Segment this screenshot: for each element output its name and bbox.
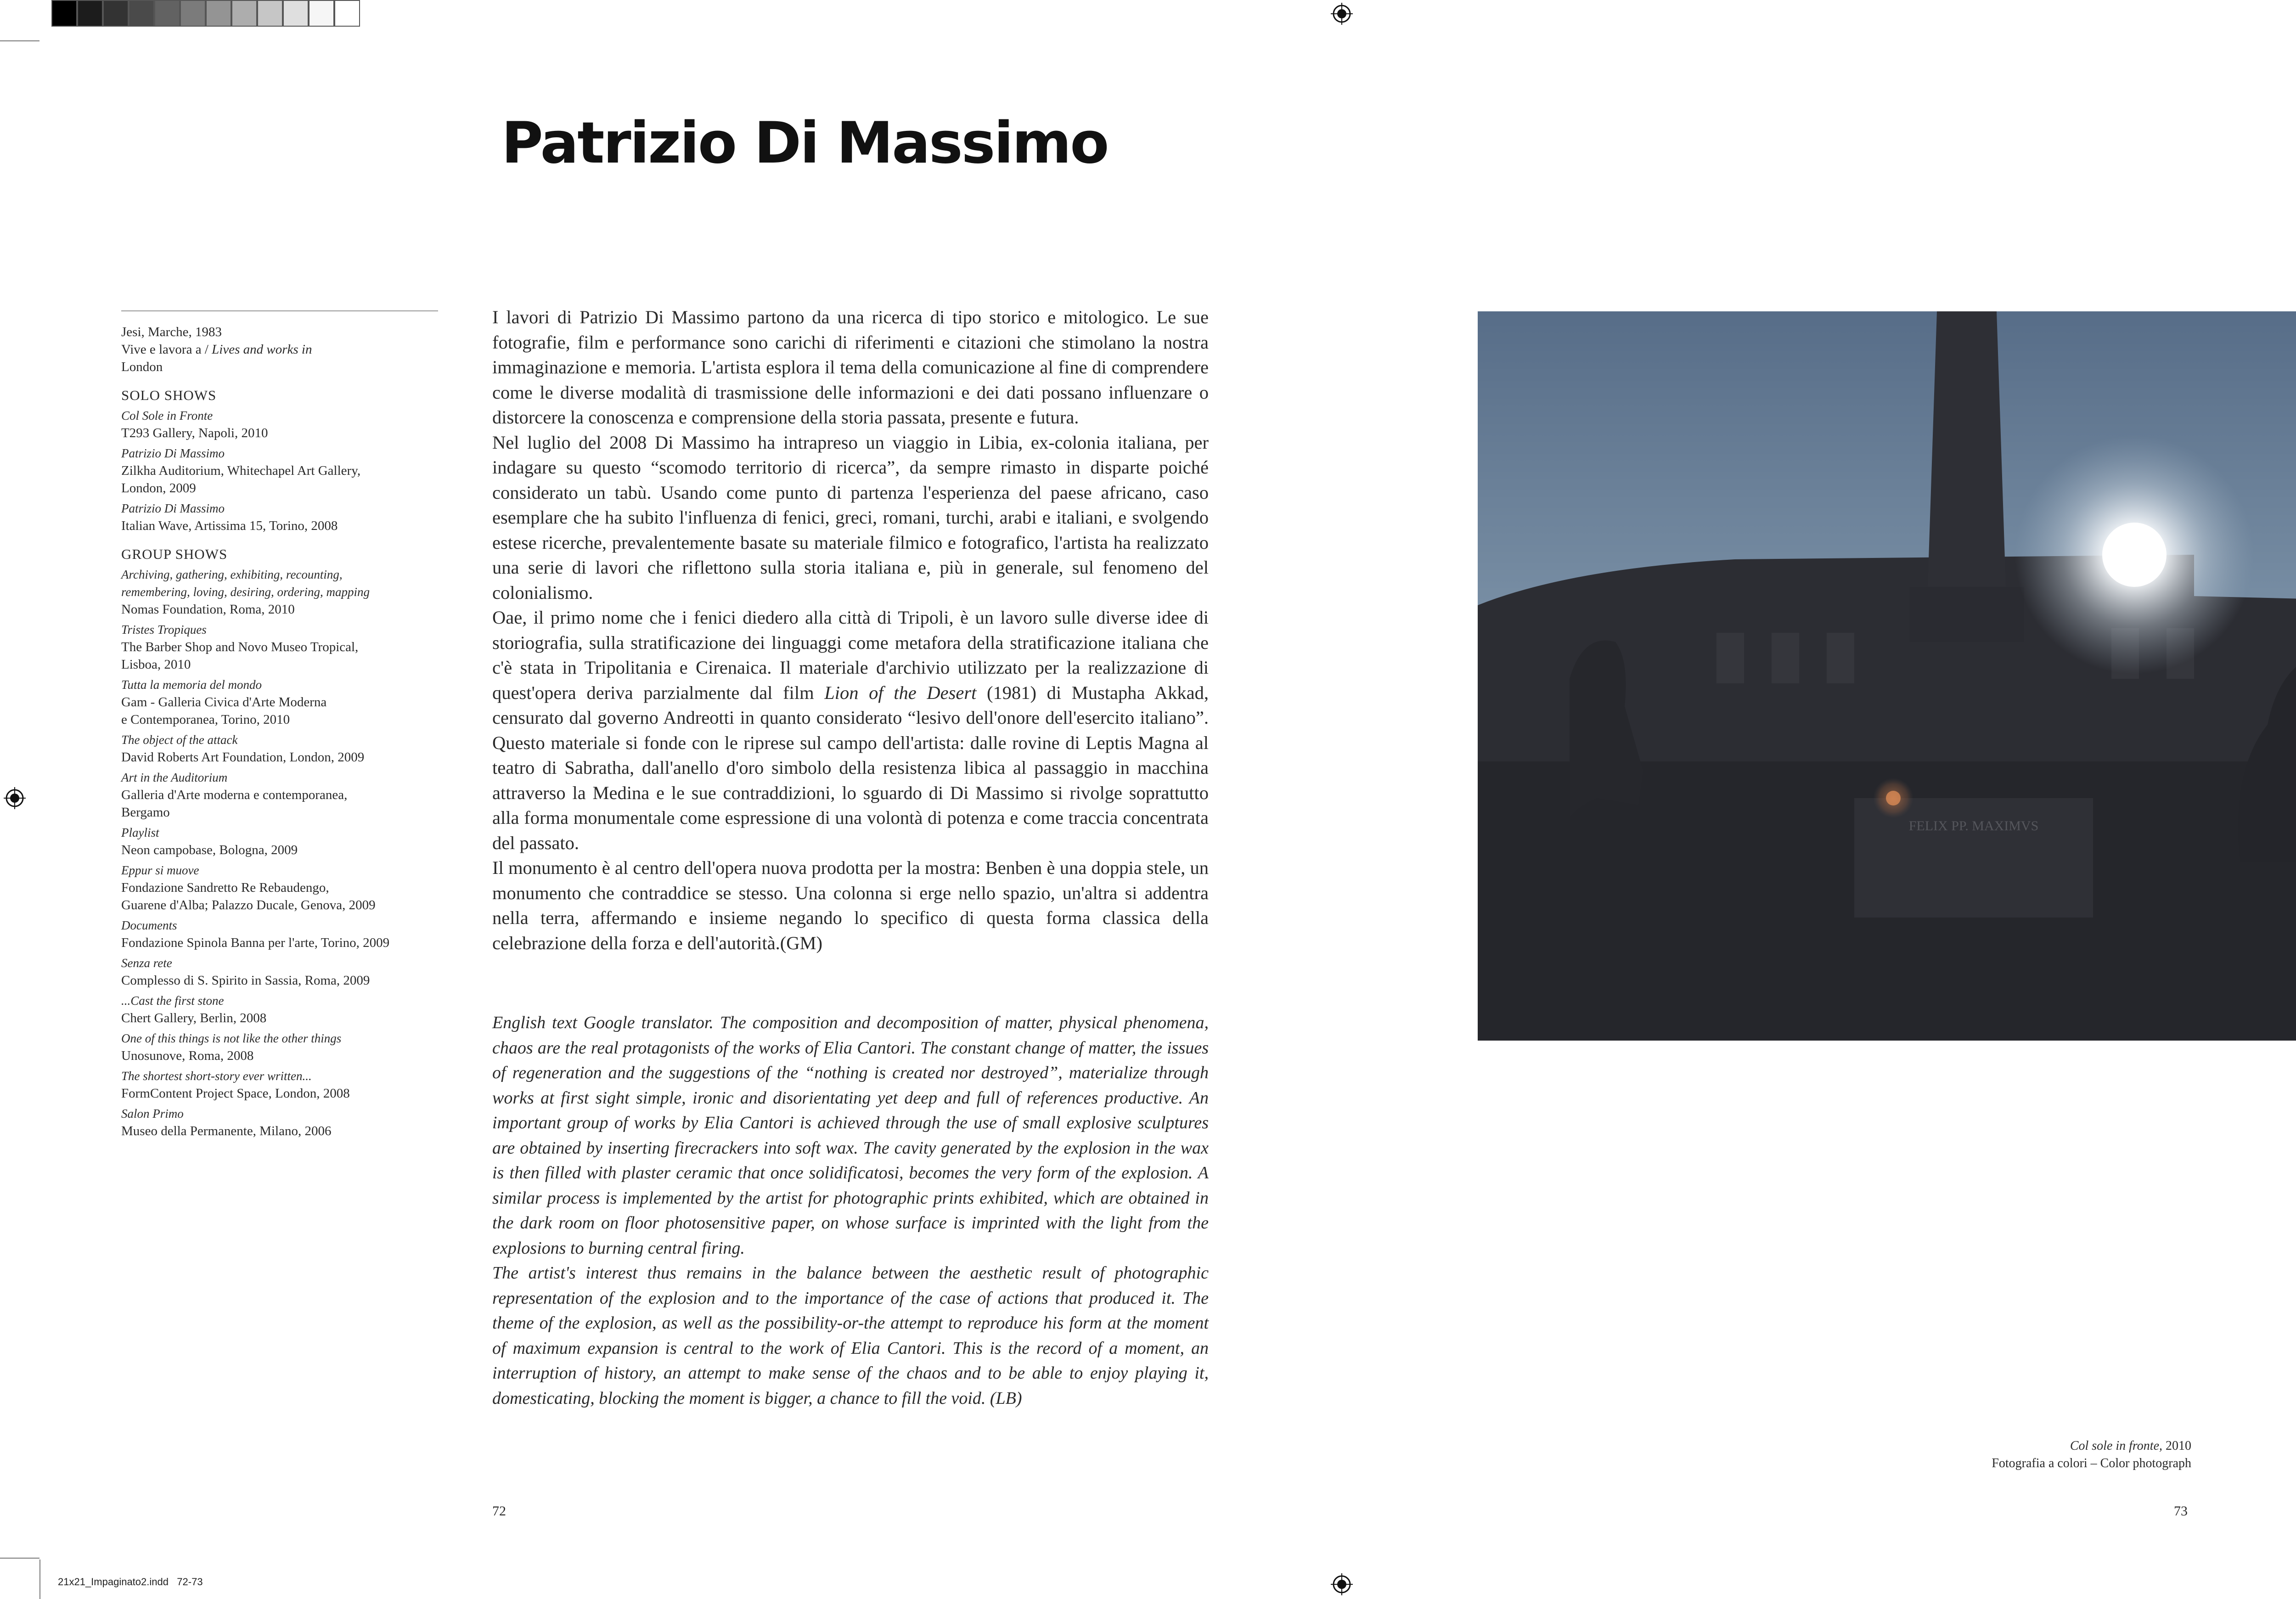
exhibition-entry: [121, 954, 438, 989]
exhibition-title: Col Sole in Fronte: [121, 409, 213, 422]
exhibition-title: Patrizio Di Massimo: [121, 446, 225, 460]
exhibition-title: Patrizio Di Massimo: [121, 501, 225, 515]
crop-mark: [0, 40, 39, 41]
exhibition-entry: [121, 992, 438, 1027]
exhibition-entry: [121, 917, 438, 952]
exhibition-title: ...Cast the first stone: [121, 994, 224, 1008]
calibration-swatch: [51, 0, 77, 27]
exhibition-title: Documents: [121, 918, 177, 932]
exhibition-venue: Fondazione Sandretto Re Rebaudengo, Guarene d'Alba; Palazzo Ducale, Genova, 2009: [121, 880, 376, 912]
paragraph: The artist's interest thus remains in the balance between the aesthetic result of photographic representation of the explosion and to the importance of the case of actions that produced it. The theme of the explosion, as well as the possibility-or-the attempt to reproduce his form at the moment of maximum expansion is central to the work of Elia Cantori. This is the record of a moment, an interruption of history, an attempt to make sense of the chaos and to be able to enjoy playing it, domesticating, blocking the moment is bigger, a chance to fill the void. (LB): [492, 1263, 1209, 1408]
exhibition-venue: Italian Wave, Artissima 15, Torino, 2008: [121, 518, 338, 533]
exhibition-venue: Chert Gallery, Berlin, 2008: [121, 1011, 267, 1025]
exhibition-title: Playlist: [121, 826, 159, 839]
calibration-swatch: [154, 0, 180, 27]
artwork-photograph: [1478, 311, 2296, 1041]
paragraph: I lavori di Patrizio Di Massimo partono da una ricerca di tipo storico e mitologico. Le sue fotografie, film e performance sono carichi di riferimenti e citazioni che stimolano la nostra immaginazione e memoria. L'artista esplora il tema della comunicazione al fine di comprendere come le diverse modalità di trasmissione delle informazioni e dei dati possano influenzare o distorcere la conoscenza e comprensione della storia passata, presente e futura.: [492, 307, 1209, 428]
exhibition-venue: Zilkha Auditorium, Whitechapel Art Gallery, London, 2009: [121, 463, 361, 495]
exhibition-venue: Complesso di S. Spirito in Sassia, Roma, 2009: [121, 973, 370, 988]
calibration-swatch: [283, 0, 309, 27]
exhibition-title: One of this things is not like the other things: [121, 1031, 342, 1045]
divider: [121, 310, 438, 311]
registration-mark-icon: [4, 787, 26, 809]
exhibition-title: Senza rete: [121, 956, 172, 970]
page-number-left: 72: [492, 1503, 506, 1519]
file-slug: 21x21_Impaginato2.indd 72-73: [58, 1576, 203, 1588]
calibration-swatch: [231, 0, 257, 27]
exhibition-entry: [121, 769, 438, 821]
exhibition-venue: Gam - Galleria Civica d'Arte Moderna e Contemporanea, Torino, 2010: [121, 695, 327, 727]
exhibition-title: Tutta la memoria del mondo: [121, 678, 262, 692]
page-title: Patrizio Di Massimo: [501, 110, 1108, 176]
photo-image: [1478, 311, 2296, 1041]
paragraph: Nel luglio del 2008 Di Massimo ha intrapreso un viaggio in Libia, ex-colonia italiana, per indagare su questo “scomodo territorio di ricerca”, da sempre rimasto in disparte poiché considerato un tabù. Usando come punto di partenza l'esperienza del paese africano, caso esemplare che ha subito l'influenza di fenici, greci, romani, turchi, arabi e italiani, e svolgendo estese ricerche, prevalentemente basate su materiale filmico e fotografico, l'artista ha realizzato una serie di lavori che riflettono sulla storia italiana e, più in generale, sul fenomeno del colonialismo.: [492, 432, 1209, 603]
exhibition-venue: FormContent Project Space, London, 2008: [121, 1086, 350, 1101]
exhibition-title: Tristes Tropiques: [121, 623, 207, 636]
crop-mark: [0, 1558, 39, 1559]
exhibition-entry: [121, 1067, 438, 1102]
calibration-swatch: [129, 0, 154, 27]
photo-inscription: FELIX PP. MAXIMVS: [1908, 818, 2039, 833]
exhibition-venue: Unosunove, Roma, 2008: [121, 1048, 254, 1063]
exhibition-title: Archiving, gathering, exhibiting, recounting, remembering, loving, desiring, ordering, mapping: [121, 568, 370, 599]
registration-mark-icon: [1331, 1573, 1353, 1595]
english-text: [492, 1010, 1209, 1411]
exhibition-entry: [121, 861, 438, 914]
exhibition-venue: The Barber Shop and Novo Museo Tropical, Lisboa, 2010: [121, 640, 359, 672]
exhibition-venue: Galleria d'Arte moderna e contemporanea, Bergamo: [121, 788, 348, 820]
exhibition-entry: [121, 407, 438, 442]
photo-caption: [1992, 1437, 2191, 1472]
calibration-swatch: [334, 0, 360, 27]
exhibition-venue: Neon campobase, Bologna, 2009: [121, 843, 298, 857]
exhibition-venue: David Roberts Art Foundation, London, 2009: [121, 750, 365, 765]
exhibition-title: Art in the Auditorium: [121, 771, 228, 784]
exhibition-entry: [121, 1030, 438, 1064]
exhibition-title: The object of the attack: [121, 733, 238, 747]
birth-info: Jesi, Marche, 1983: [121, 325, 222, 339]
calibration-swatch: [257, 0, 283, 27]
exhibition-venue: Nomas Foundation, Roma, 2010: [121, 602, 295, 617]
exhibition-entry: [121, 500, 438, 535]
page-number-right: 73: [2174, 1503, 2188, 1519]
paragraph: English text Google translator. The composition and decomposition of matter, physical phenomena, chaos are the real protagonists of the works of Elia Cantori. The constant change of matter, the issues of regeneration and the suggestions of the “nothing is created nor destroyed”, materialize through works at first sight simple, ironic and disorientating yet deep and full of references productive. An important group of works by Elia Cantori is achieved through the use of small explosive sculptures are obtained by inserting firecrackers into soft wax. The cavity generated by the explosion in the wax is then filled with plaster ceramic that once solidificatosi, becomes the very form of the explosion. A similar process is implemented by the artist for photographic prints exhibited, which are obtained in the dark room on floor photosensitive paper, on whose surface is imprinted with the light from the explosions to burning central firing.: [492, 1013, 1209, 1258]
calibration-swatch: [309, 0, 334, 27]
caption-year: 2010: [2162, 1439, 2191, 1453]
paragraph: Oae, il primo nome che i fenici diedero alla città di Tripoli, è un lavoro sulle diverse idee di storiografia, sulla stratificazione dei linguaggi come metafora della stratificazione italiana che c'è stata in Tripolitania e Cirenaica. Il materiale d'archivio utilizzato per la realizzazione di quest'opera deriva parzialmente dal film Lion of the Desert (1981) di Mustapha Akkad, censurato dal governo Andreotti in quanto considerato “lesivo dell'onore dell'esercito italiano”. Questo materiale si fonde con le riprese sul campo dell'artista: dalle rovine di Leptis Magna al teatro di Sabratha, dall'anello d'oro simbolo della resistenza libica al passaggio in macchina attraverso la Medina e le sue contraddizioni, lo sguardo di Di Massimo si rivolge soprattutto alla forma monumentale come espressione di una volontà di potenza e come traccia concentrata del passato.: [492, 607, 1209, 853]
exhibition-title: Salon Primo: [121, 1107, 184, 1120]
exhibition-entry: [121, 566, 438, 618]
exhibition-venue: Fondazione Spinola Banna per l'arte, Torino, 2009: [121, 935, 390, 950]
exhibition-entry: [121, 445, 438, 497]
exhibition-entry: [121, 1105, 438, 1140]
gray-calibration-bar: [51, 0, 360, 28]
exhibition-entry: [121, 676, 438, 728]
calibration-swatch: [206, 0, 231, 27]
film-title: Lion of the Desert: [824, 682, 977, 703]
exhibition-entry: [121, 824, 438, 859]
exhibition-venue: Museo della Permanente, Milano, 2006: [121, 1124, 332, 1138]
group-shows-list: [121, 566, 438, 1140]
paragraph: Il monumento è al centro dell'opera nuova prodotta per la mostra: Benben è una doppia stele, un monumento che contraddice se stesso. Una colonna si erge nello spazio, un'altra si addentra nella terra, affermando e insieme negando lo specifico di questa forma classica della celebrazione della forza e dell'autorità.(GM): [492, 857, 1209, 953]
caption-medium: Fotografia a colori – Color photograph: [1992, 1456, 2191, 1470]
caption-title: Col sole in fronte,: [2070, 1439, 2162, 1453]
solo-shows-list: [121, 407, 438, 535]
registration-mark-icon: [1331, 3, 1353, 25]
calibration-swatch: [77, 0, 103, 27]
exhibition-title: The shortest short-story ever written...: [121, 1069, 312, 1083]
calibration-swatch: [180, 0, 206, 27]
exhibition-title: Eppur si muove: [121, 863, 199, 877]
residence-info: Vive e lavora a / Lives and works in: [121, 342, 312, 357]
exhibition-entry: [121, 621, 438, 673]
calibration-swatch: [103, 0, 129, 27]
artist-info-column: [121, 310, 438, 1143]
group-shows-heading: GROUP SHOWS: [121, 546, 228, 562]
exhibition-venue: T293 Gallery, Napoli, 2010: [121, 426, 268, 440]
exhibition-entry: [121, 731, 438, 766]
residence-city: London: [121, 360, 163, 374]
italian-text: [492, 305, 1209, 956]
crop-mark: [39, 1560, 40, 1599]
solo-shows-heading: SOLO SHOWS: [121, 387, 217, 403]
